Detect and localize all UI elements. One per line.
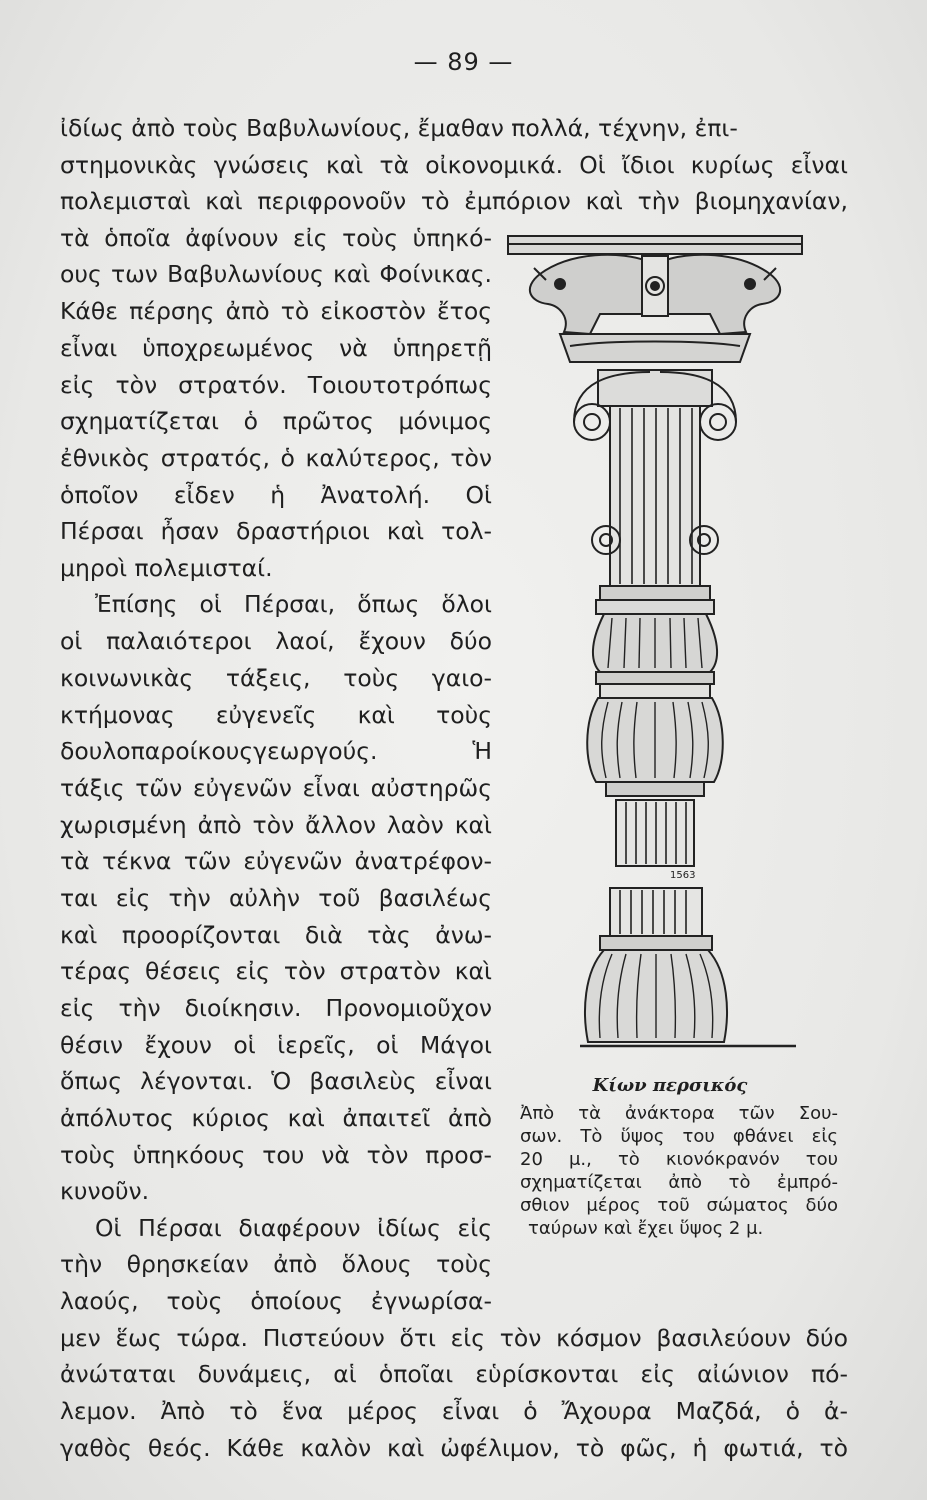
- text-line: ἰδίως ἀπὸ τοὺς Βαβυλωνίους, ἔμαθαν πολλά, τέχνην, ἐπι-: [60, 114, 738, 142]
- text-line: χωρισμένη ἀπὸ τὸν ἄλλον λαὸν καὶ: [60, 811, 492, 839]
- text-line: τὴν θρησκείαν ἀπὸ ὅλους τοὺς: [60, 1250, 492, 1278]
- caption-line: 20 μ., τὸ κιονόκρανόν του: [520, 1149, 838, 1170]
- text-line: ους των Βαβυλωνίους καὶ Φοίνικας.: [60, 260, 492, 288]
- text-line: τάξις τῶν εὐγενῶν εἶναι αὐστηρῶς: [60, 774, 492, 802]
- text-line: κτήμονας εὐγενεῖς καὶ τοὺς: [60, 701, 492, 729]
- text-line: Κάθε πέρσης ἀπὸ τὸ εἰκοστὸν ἔτος: [60, 297, 492, 325]
- figure-mark: 1563: [670, 870, 696, 881]
- text-line: θέσιν ἔχουν οἱ ἱερεῖς, οἱ Μάγοι: [60, 1031, 492, 1059]
- text-line: λαούς, τοὺς ὁποίους ἐγνωρίσα-: [60, 1287, 492, 1315]
- text-line: τέρας θέσεις εἰς τὸν στρατὸν καὶ: [60, 957, 492, 985]
- text-line: μεν ἕως τώρα. Πιστεύουν ὅτι εἰς τὸν κόσμον βασιλεύουν δύο: [60, 1324, 848, 1352]
- caption-line: σων. Τὸ ὕψος του φθάνει εἰς: [520, 1126, 838, 1147]
- text-line: Ἐπίσης οἱ Πέρσαι, ὅπως ὅλοι: [95, 590, 492, 618]
- text-line: εἰς τὴν διοίκησιν. Προνομιοῦχον: [60, 994, 492, 1022]
- text-line: κυνοῦν.: [60, 1177, 150, 1205]
- text-line: οἱ παλαιότεροι λαοί, ἔχουν δύο: [60, 627, 492, 655]
- text-line: ὁποῖον εἶδεν ἡ Ἀνατολή. Οἱ: [60, 481, 492, 509]
- text-line: τοὺς ὑπηκόους του νὰ τὸν προσ-: [60, 1141, 492, 1169]
- text-line: πολεμισταὶ καὶ περιφρονοῦν τὸ ἐμπόριον καὶ τὴν βιομηχανίαν,: [60, 187, 848, 215]
- text-line: ἀπόλυτος κύριος καὶ ἀπαιτεῖ ἀπὸ: [60, 1104, 492, 1132]
- caption-line: σχηματίζεται ἀπὸ τὸ ἐμπρό-: [520, 1172, 838, 1193]
- text-line: εἰς τὸν στρατόν. Τοιουτοτρόπως: [60, 371, 492, 399]
- persian-column-icon: [500, 222, 810, 1064]
- text-line: εἶναι ὑποχρεωμένος νὰ ὑπηρετῇ: [60, 334, 492, 362]
- text-line: ὅπως λέγονται. Ὁ βασιλεὺς εἶναι: [60, 1067, 492, 1095]
- page-number: — 89 —: [413, 48, 514, 76]
- text-line: δουλοπαροίκουςγεωργούς. Ἡ: [60, 737, 492, 765]
- text-line: τὰ τέκνα τῶν εὐγενῶν ἀνατρέφον-: [60, 847, 492, 875]
- caption-line: σθιον μέρος τοῦ σώματος δύο: [520, 1195, 838, 1216]
- caption-line: ταύρων καὶ ἔχει ὕψος 2 μ.: [528, 1218, 764, 1239]
- text-line: Πέρσαι ἦσαν δραστήριοι καὶ τολ-: [60, 517, 492, 545]
- text-line: Οἱ Πέρσαι διαφέρουν ἰδίως εἰς: [95, 1214, 492, 1242]
- caption-line: Ἀπὸ τὰ ἀνάκτορα τῶν Σου-: [520, 1103, 838, 1124]
- text-line: ἀνώταται δυνάμεις, αἱ ὁποῖαι εὑρίσκονται εἰς αἰώνιον πό-: [60, 1360, 848, 1388]
- text-line: ἐθνικὸς στρατός, ὁ καλύτερος, τὸν: [60, 444, 492, 472]
- text-line: ται εἰς τὴν αὐλὴν τοῦ βασιλέως: [60, 884, 492, 912]
- text-line: σχηματίζεται ὁ πρῶτος μόνιμος: [60, 407, 492, 435]
- text-line: κοινωνικὰς τάξεις, τοὺς γαιο-: [60, 664, 492, 692]
- text-line: μηροὶ πολεμισταί.: [60, 554, 273, 582]
- text-line: λεμον. Ἀπὸ τὸ ἕνα μέρος εἶναι ὁ Ἄχουρα Μαζδά, ὁ ἀ-: [60, 1397, 848, 1425]
- text-line: καὶ προορίζονται διὰ τὰς ἀνω-: [60, 921, 492, 949]
- text-line: στημονικὰς γνώσεις καὶ τὰ οἰκονομικά. Οἱ ἴδιοι κυρίως εἶναι: [60, 151, 848, 179]
- figure-caption-title: Κίων περσικός: [592, 1075, 748, 1096]
- text-line: γαθὸς θεός. Κάθε καλὸν καὶ ὠφέλιμον, τὸ φῶς, ἡ φωτιά, τὸ: [60, 1434, 848, 1462]
- text-line: τὰ ὁποῖα ἀφίνουν εἰς τοὺς ὑπηκό-: [60, 224, 492, 252]
